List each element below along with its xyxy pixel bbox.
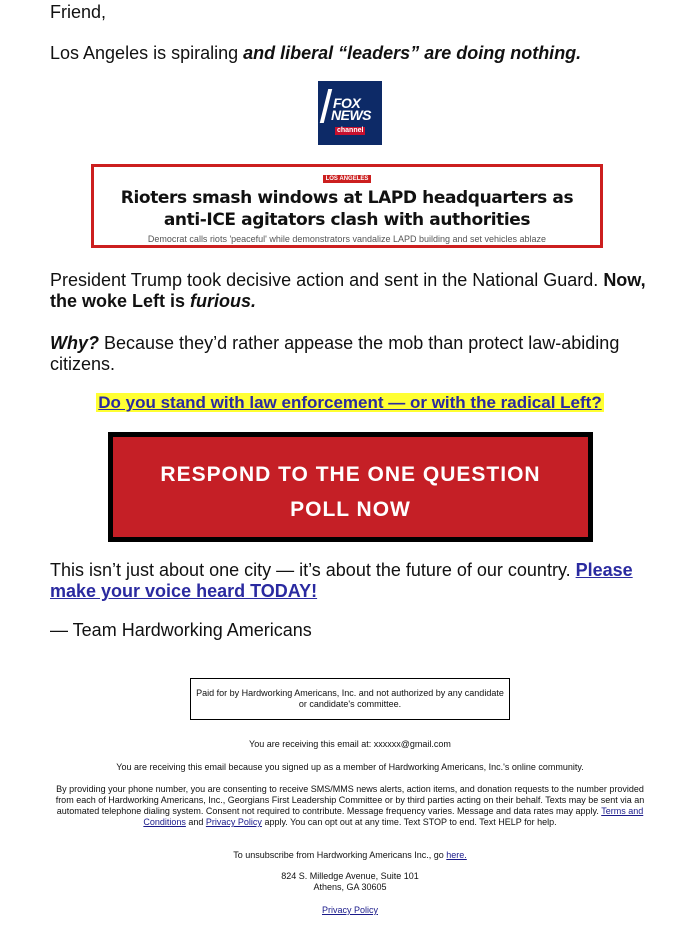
- para2-why: Why?: [50, 333, 99, 353]
- intro-text: Los Angeles is spiraling: [50, 43, 244, 63]
- news-subhead: Democrat calls riots 'peaceful' while demonstrators vandalize LAPD building and set vehicles ablaze: [147, 234, 547, 244]
- para1-bold: Now, the woke Left is: [50, 270, 646, 311]
- poll-cta-button[interactable]: [108, 432, 593, 542]
- privacy-policy-inline-link[interactable]: Privacy Policy: [205, 817, 262, 827]
- signature: — Team Hardworking Americans: [50, 620, 312, 640]
- unsubscribe-link[interactable]: here.: [446, 850, 467, 860]
- paragraph-future: [50, 560, 650, 602]
- address-line-1: 824 S. Milledge Avenue, Suite 101: [281, 871, 419, 881]
- para3-text: This isn’t just about one city — it’s about the future of our country.: [50, 560, 576, 580]
- para1-bold-italic: furious.: [190, 291, 257, 311]
- paid-for-disclaimer: Paid for by Hardworking Americans, Inc. and not authorized by any candidate or candidate's committee.: [190, 678, 510, 720]
- unsubscribe-notice: To unsubscribe from Hardworking Americans Inc., go here.: [233, 850, 467, 860]
- intro-emphasis: and liberal “leaders” are doing nothing.: [243, 43, 582, 63]
- privacy-footer: [50, 905, 650, 916]
- signup-notice: You are receiving this email because you signed up as a member of Hardworking Americans, Inc.'s online community.: [116, 762, 584, 772]
- cta-line-2: POLL NOW: [290, 498, 411, 521]
- intro-paragraph: [50, 43, 581, 64]
- mailing-address: [50, 871, 650, 893]
- privacy-policy-link[interactable]: Privacy Policy: [321, 905, 378, 915]
- para2-text: Because they’d rather appease the mob than protect law-abiding citizens.: [50, 333, 620, 374]
- terms-link[interactable]: Terms and Conditions: [143, 806, 644, 827]
- receiving-email-notice: You are receiving this email at: xxxxxx@gmail.com: [249, 739, 451, 749]
- logo-channel-tag: channel: [337, 127, 364, 134]
- cta-line-1: RESPOND TO THE ONE QUESTION: [160, 463, 541, 486]
- sms-consent-notice: By providing your phone number, you are consenting to receive SMS/MMS news alerts, action items, and donation requests to the number provided from each of Hardworking Americans, Inc., Georgians First Leadership Committee or by third parties acting on their behalf. Texts may be sent via an automated telephone dialing system. Consent not required to contribute. Message frequency varies. Message and data rates may apply. Terms and Conditions and Privacy Policy apply. You can opt out at any time. Text STOP to end. Text HELP for help.: [55, 784, 645, 827]
- paragraph-why: [50, 333, 650, 375]
- address-line-2: Athens, GA 30605: [313, 882, 387, 892]
- question-line: [50, 393, 650, 413]
- voice-heard-link[interactable]: Please make your voice heard TODAY!: [50, 560, 633, 601]
- greeting: Friend,: [50, 2, 107, 22]
- category-badge: LOS ANGELES: [323, 175, 372, 183]
- news-headline: Rioters smash windows at LAPD headquarters as anti-ICE agitators clash with authorities: [120, 188, 574, 230]
- logo-wordmark: FOX NEWS: [331, 95, 371, 123]
- paragraph-trump-action: [50, 270, 650, 312]
- question-link[interactable]: Do you stand with law enforcement — or with the radical Left?: [98, 393, 602, 412]
- fox-news-logo: [318, 81, 382, 145]
- news-headline-card[interactable]: [91, 164, 603, 248]
- para1-text: President Trump took decisive action and sent in the National Guard.: [50, 270, 604, 290]
